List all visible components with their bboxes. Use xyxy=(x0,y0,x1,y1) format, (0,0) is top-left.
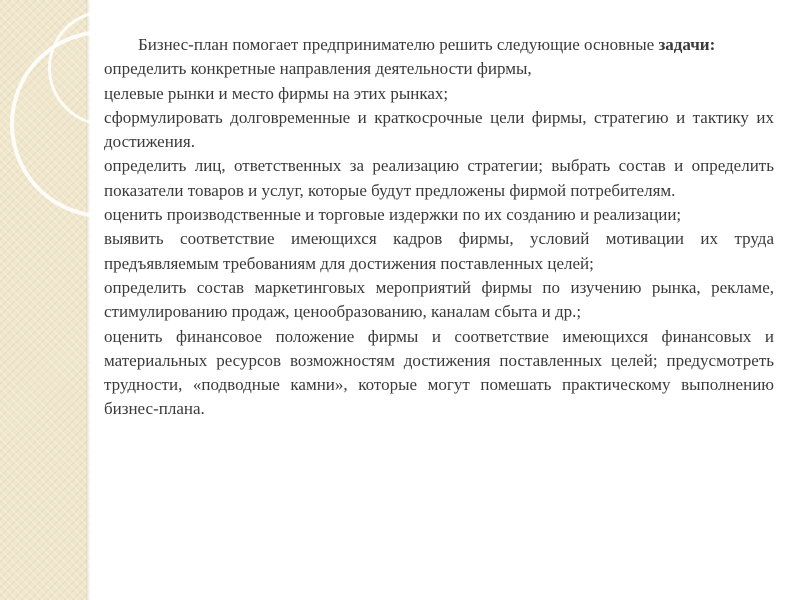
task-list xyxy=(90,57,774,421)
task-item xyxy=(90,82,774,106)
task-text: сформулировать долговременные и краткосрочные цели фирмы, стратегию и тактику их достижения. xyxy=(104,107,774,152)
intro-bold-keyword: задачи: xyxy=(658,35,716,54)
task-text: оценить финансовое положение фирмы и соответствие имеющихся финансовых и материальных ресурсов возможностям достижения поставленных целей; предусмотреть трудности, «подводные камни», которые могут помешать практическому выполнению бизнес-плана. xyxy=(104,326,774,419)
task-item xyxy=(90,325,774,422)
task-text: определить лиц, ответственных за реализацию стратегии; выбрать состав и определить показатели товаров и услуг, которые будут предложены фирмой потребителям. xyxy=(104,156,774,200)
task-item xyxy=(90,276,774,325)
intro-text: Бизнес-план помогает предпринимателю решить следующие основные xyxy=(138,35,659,54)
task-item xyxy=(90,227,774,276)
task-text: выявить соответствие имеющихся кадров фирмы, условий мотивации их труда предъявляемым требованиям для достижения поставленных целей; xyxy=(104,229,774,273)
task-text: оценить производственные и торговые издержки по их созданию и реализации; xyxy=(104,205,682,225)
task-text: целевые рынки и место фирмы на этих рынках; xyxy=(104,83,449,103)
task-item xyxy=(90,203,774,227)
task-item xyxy=(90,106,774,155)
task-text: определить конкретные направления деятельности фирмы, xyxy=(104,59,532,79)
slide-content xyxy=(90,33,774,422)
task-item xyxy=(90,154,774,203)
task-item xyxy=(90,57,774,81)
task-text: определить состав маркетинговых мероприятий фирмы по изучению рынка, рекламе, стимулированию продаж, ценообразованию, каналам сбыта и др.; xyxy=(104,277,774,322)
intro-paragraph xyxy=(90,33,774,57)
